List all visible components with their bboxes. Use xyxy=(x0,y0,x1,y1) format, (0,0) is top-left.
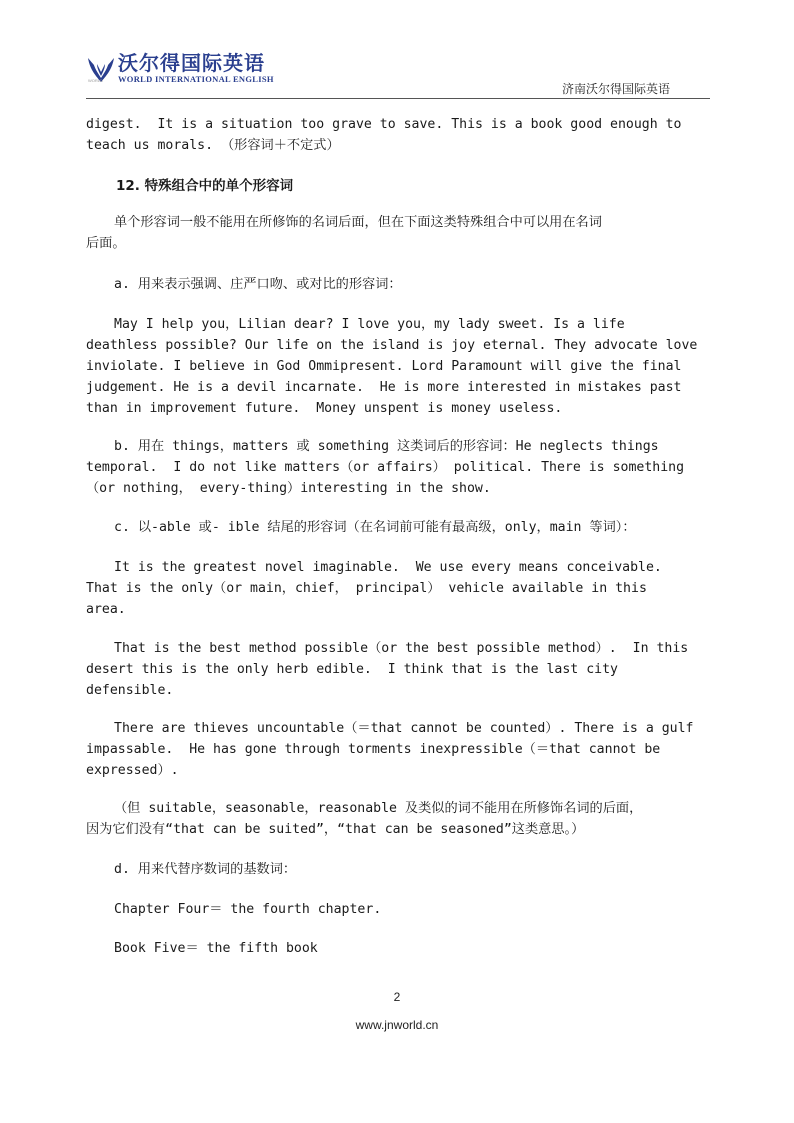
text-line: Chapter Four＝ the fourth chapter. xyxy=(114,902,382,917)
logo-english-name: WORLD INTERNATIONAL ENGLISH xyxy=(118,74,274,84)
text-line: That is the only（or main，chief， principal） vehicle available in this xyxy=(86,581,647,596)
text-line: teach us morals. （形容词＋不定式） xyxy=(86,138,340,153)
text-line: 单个形容词一般不能用在所修饰的名词后面，但在下面这类特殊组合中可以用在名词 xyxy=(114,215,602,230)
text-line: impassable. He has gone through torments inexpressible（＝that cannot be xyxy=(86,742,661,757)
header-school-name: 济南沃尔得国际英语 xyxy=(561,82,670,96)
section-title: 12. 特殊组合中的单个形容词 xyxy=(116,178,294,194)
header-divider xyxy=(86,98,710,99)
text-line: expressed）. xyxy=(86,763,179,778)
page-number: 2 xyxy=(393,990,401,1004)
note-line: （但 suitable，seasonable，reasonable 及类似的词不能用在所修饰名词的后面， xyxy=(114,801,643,816)
text-line: That is the best method possible（or the best possible method）. In this xyxy=(114,641,689,656)
text-line: defensible. xyxy=(86,683,174,698)
text-line: temporal. I do not like matters（or affairs） political. There is something xyxy=(86,460,685,475)
text-line: There are thieves uncountable（＝that cannot be counted）. There is a gulf xyxy=(114,721,694,736)
text-line: May I help you，Lilian dear? I love you，my lady sweet. Is a life xyxy=(114,317,625,332)
text-line: It is the greatest novel imaginable. We use every means conceivable. xyxy=(114,560,662,575)
text-line: （or nothing， every-thing）interesting in the show. xyxy=(86,481,491,496)
subsection-b-title: b. 用在 things，matters 或 something 这类词后的形容词：He neglects things xyxy=(114,439,659,454)
text-line: digest. It is a situation too grave to save. This is a book good enough to xyxy=(86,117,682,132)
footer-url: www.jnworld.cn xyxy=(355,1018,439,1032)
text-line: area. xyxy=(86,602,126,617)
text-line: than in improvement future. Money unspent is money useless. xyxy=(86,401,563,416)
logo-small-text: WORLD xyxy=(88,78,103,83)
text-line: judgement. He is a devil incarnate. He is more interested in mistakes past xyxy=(86,380,682,395)
text-line: inviolate. I believe in God Ommipresent. Lord Paramount will give the final xyxy=(86,359,682,374)
logo-chinese-name: 沃尔得国际英语 xyxy=(118,51,265,75)
subsection-a-title: a. 用来表示强调、庄严口吻、或对比的形容词： xyxy=(114,277,402,292)
page-header xyxy=(86,52,710,100)
subsection-c-title: c. 以-able 或- ible 结尾的形容词（在名词前可能有最高级，only，main 等词）： xyxy=(114,520,636,535)
text-line: 后面。 xyxy=(86,236,126,251)
logo xyxy=(86,52,274,86)
note-line: 因为它们没有“that can be suited”，“that can be seasoned”这类意思。） xyxy=(86,822,585,837)
subsection-d-title: d. 用来代替序数词的基数词： xyxy=(114,862,297,877)
text-line: deathless possible? Our life on the island is joy eternal. They advocate love xyxy=(86,338,698,353)
text-line: Book Five＝ the fifth book xyxy=(114,941,318,956)
text-line: desert this is the only herb edible. I think that is the last city xyxy=(86,662,618,677)
